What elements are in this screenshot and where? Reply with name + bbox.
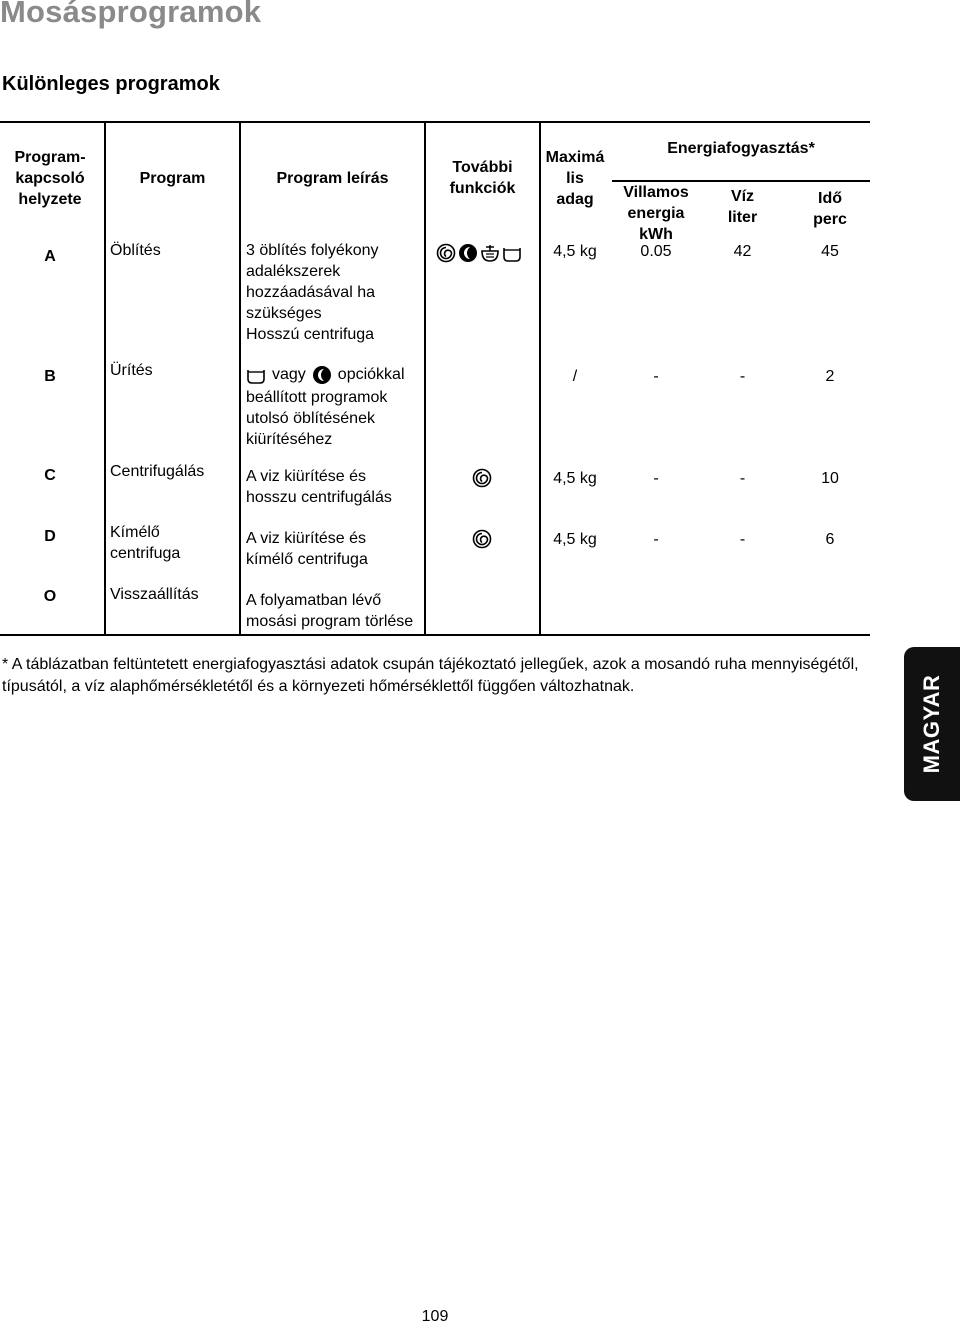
language-tab: [904, 647, 960, 801]
row-program: Öblítés: [110, 242, 161, 259]
row-energy: 0.05: [640, 243, 672, 260]
column-divider-1: [104, 121, 106, 635]
header-position: Program- kapcsoló helyzete: [14, 149, 86, 208]
row-description: A viz kiürítése és hosszu centrifugálás: [246, 468, 392, 506]
section-title: Különleges programok: [2, 73, 220, 95]
row-max-load: /: [572, 368, 578, 385]
desc-vagy: vagy: [272, 366, 306, 383]
row-time: 45: [821, 243, 839, 260]
row-max-load: 4,5 kg: [553, 470, 597, 487]
row-description: 3 öblítés folyékony adalékszerek hozzáadásával ha szükséges Hosszú centrifuga: [246, 242, 379, 343]
row-time: 6: [825, 531, 835, 548]
header-max-load: Maximá lis adag: [545, 149, 605, 208]
row-water: 42: [733, 243, 752, 260]
row-description: beállított programok utolsó öblítésének kiürítéséhez: [246, 389, 388, 448]
footnote: * A táblázatban feltüntetett energiafogyasztási adatok csupán tájékoztató jellegűek, azok a mosandó ruha mennyiségétől, típusától, a víz alaphőmérsékletétől és a környezeti hőmérséklettől függően változhatnak.: [2, 656, 859, 695]
row-position: D: [44, 528, 56, 545]
column-divider-2: [239, 121, 241, 635]
row-program: Visszaállítás: [110, 586, 199, 603]
row-position: A: [44, 248, 56, 265]
row-function-icons: [472, 529, 492, 549]
row-energy: -: [653, 531, 659, 548]
row-water: -: [739, 531, 746, 548]
desc-opciokkal: opciókkal: [337, 366, 405, 383]
header-energy-group: Energiafogyasztás*: [667, 140, 815, 157]
tub-icon: [246, 365, 266, 385]
page-number: 109: [421, 1308, 449, 1325]
header-water: Víz liter: [727, 188, 758, 226]
page-title: Mosásprogramok: [0, 0, 262, 29]
spin-icon: [436, 243, 456, 263]
row-energy: -: [653, 470, 659, 487]
row-energy: -: [653, 368, 659, 385]
row-time: 2: [825, 368, 835, 385]
row-position: C: [44, 467, 56, 484]
row-description: A viz kiürítése és kímélő centrifuga: [246, 530, 368, 568]
row-description-line: [246, 364, 405, 385]
table-top-border: [0, 121, 870, 123]
spin-icon: [472, 468, 492, 488]
row-function-icons: [472, 468, 492, 488]
spin-icon: [472, 529, 492, 549]
row-program: Ürítés: [110, 362, 153, 379]
row-function-icons: [436, 243, 522, 263]
row-description: A folyamatban lévő mosási program törlése: [246, 592, 414, 630]
row-water: -: [739, 368, 746, 385]
row-max-load: 4,5 kg: [553, 243, 597, 260]
header-time: Idő perc: [813, 190, 847, 228]
header-electric-energy: Villamos energia kWh: [623, 184, 689, 243]
header-description: Program leírás: [276, 170, 389, 187]
language-tab-label: MAGYAR: [919, 674, 944, 774]
row-time: 10: [821, 470, 839, 487]
row-program: Centrifugálás: [110, 463, 205, 480]
row-max-load: 4,5 kg: [553, 531, 597, 548]
row-program: Kímélő centrifuga: [110, 524, 181, 562]
table-bottom-border: [0, 634, 870, 636]
header-functions: További funkciók: [449, 159, 516, 197]
night-icon: [458, 243, 478, 263]
easy-iron-icon: [480, 243, 500, 263]
row-position: O: [43, 588, 57, 605]
night-icon: [312, 365, 332, 385]
row-water: -: [739, 470, 746, 487]
row-position: B: [44, 368, 56, 385]
tub-icon: [502, 243, 522, 263]
header-program: Program: [139, 170, 206, 187]
